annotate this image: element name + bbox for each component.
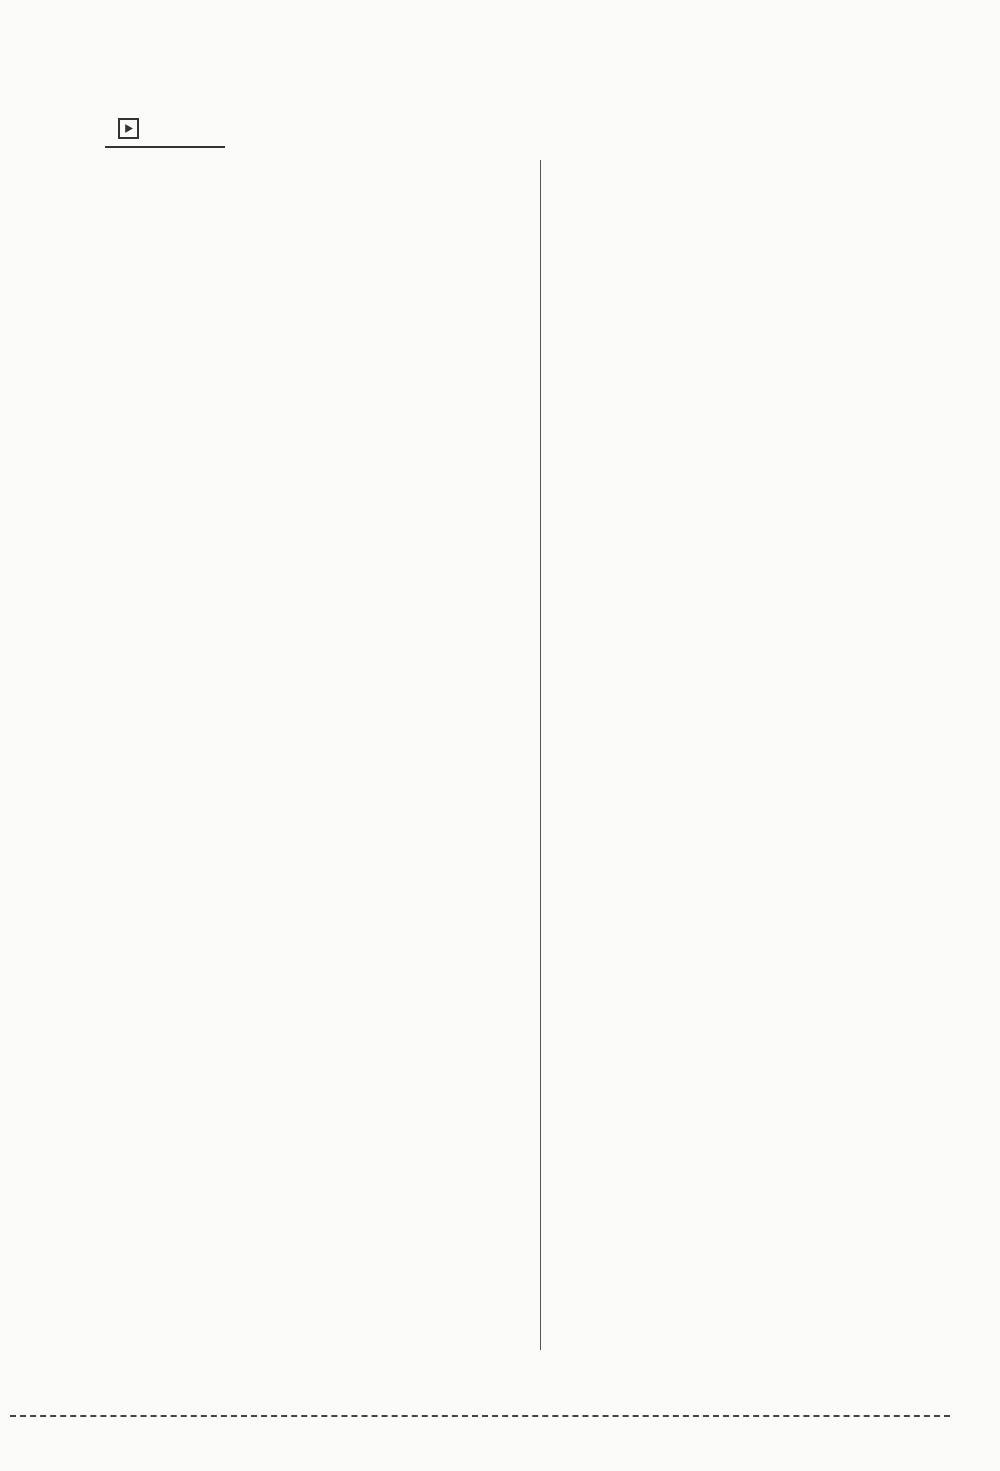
footer-rule xyxy=(10,1415,950,1417)
column-divider xyxy=(540,160,541,1350)
running-header xyxy=(112,118,139,139)
arrow-right-icon xyxy=(118,118,139,139)
header-rule xyxy=(105,146,225,148)
